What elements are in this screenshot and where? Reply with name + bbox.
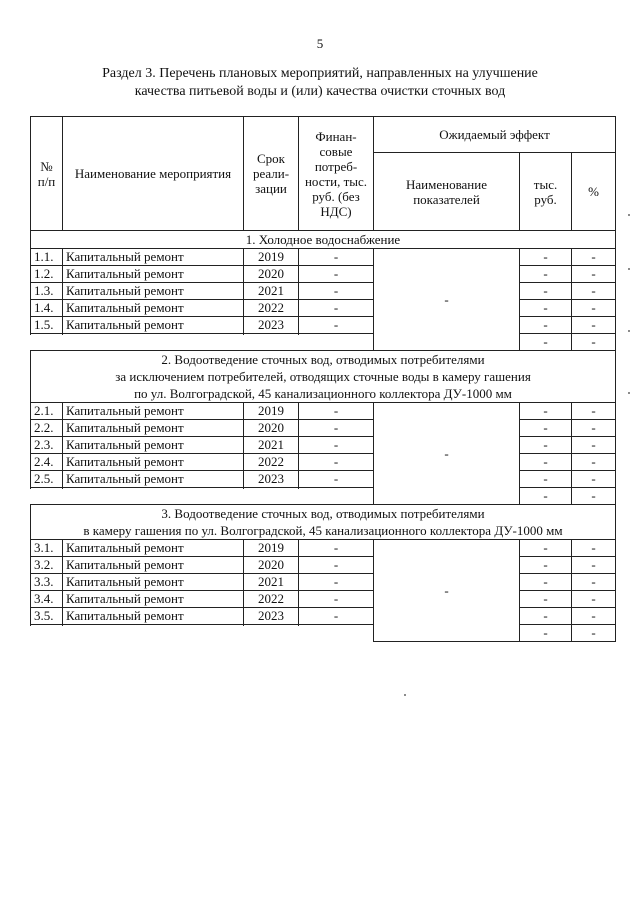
row-number: 3.2. xyxy=(31,557,63,574)
thousand-rub-value: - xyxy=(520,540,572,557)
table-row xyxy=(31,249,616,266)
row-number: 2.2. xyxy=(31,420,63,437)
row-number: 2.5. xyxy=(31,471,63,488)
row-number: 1.2. xyxy=(31,266,63,283)
finance-value: - xyxy=(299,266,374,283)
finance-value: - xyxy=(299,300,374,317)
percent-value: - xyxy=(572,334,616,351)
measure-name: Капитальный ремонт xyxy=(63,557,244,574)
thousand-rub-value: - xyxy=(520,334,572,351)
finance-value: - xyxy=(299,557,374,574)
term-year: 2023 xyxy=(244,317,299,334)
row-number: 1.5. xyxy=(31,317,63,334)
thousand-rub-value: - xyxy=(520,488,572,505)
percent-value: - xyxy=(572,557,616,574)
row-number: 1.3. xyxy=(31,283,63,300)
thousand-rub-value: - xyxy=(520,591,572,608)
header-finance: Финан- совые потреб- ности, тыс. руб. (без НДС) xyxy=(299,117,374,231)
percent-value: - xyxy=(572,266,616,283)
header-name: Наименование мероприятия xyxy=(63,117,244,231)
row-number: 2.3. xyxy=(31,437,63,454)
finance-value: - xyxy=(299,403,374,420)
section-title-line-1: Раздел 3. Перечень плановых мероприятий, направленных на улучшение xyxy=(102,66,538,81)
thousand-rub-value: - xyxy=(520,574,572,591)
finance-value: - xyxy=(299,454,374,471)
thousand-rub-value: - xyxy=(520,420,572,437)
percent-value: - xyxy=(572,608,616,625)
section-heading xyxy=(31,231,616,249)
finance-value: - xyxy=(299,574,374,591)
term-year: 2020 xyxy=(244,420,299,437)
header-effect: Ожидаемый эффект xyxy=(374,117,616,153)
percent-value: - xyxy=(572,488,616,505)
row-number: 3.4. xyxy=(31,591,63,608)
row-number: 1.1. xyxy=(31,249,63,266)
measure-name: Капитальный ремонт xyxy=(63,540,244,557)
thousand-rub-value: - xyxy=(520,608,572,625)
row-number: 1.4. xyxy=(31,300,63,317)
table-body xyxy=(31,231,616,642)
percent-value: - xyxy=(572,625,616,642)
measure-name: Капитальный ремонт xyxy=(63,300,244,317)
measures-table-wrapper xyxy=(30,116,615,642)
percent-value: - xyxy=(572,249,616,266)
term-year: 2019 xyxy=(244,540,299,557)
finance-value: - xyxy=(299,591,374,608)
percent-value: - xyxy=(572,317,616,334)
measure-name: Капитальный ремонт xyxy=(63,403,244,420)
percent-value: - xyxy=(572,283,616,300)
measures-table xyxy=(30,116,616,642)
percent-value: - xyxy=(572,574,616,591)
section-heading-line: за исключением потребителей, отводящих сточные воды в камеру гашения xyxy=(115,369,531,384)
thousand-rub-value: - xyxy=(520,557,572,574)
measure-name: Капитальный ремонт xyxy=(63,437,244,454)
finance-value: - xyxy=(299,471,374,488)
measure-name: Капитальный ремонт xyxy=(63,317,244,334)
header-num: № п/п xyxy=(31,117,63,231)
indicator-value: - xyxy=(374,249,520,351)
thousand-rub-value: - xyxy=(520,625,572,642)
thousand-rub-value: - xyxy=(520,317,572,334)
term-year: 2021 xyxy=(244,574,299,591)
measure-name: Капитальный ремонт xyxy=(63,420,244,437)
percent-value: - xyxy=(572,471,616,488)
percent-value: - xyxy=(572,591,616,608)
percent-value: - xyxy=(572,437,616,454)
term-year: 2022 xyxy=(244,300,299,317)
thousand-rub-value: - xyxy=(520,300,572,317)
measure-name: Капитальный ремонт xyxy=(63,574,244,591)
indicator-value: - xyxy=(374,540,520,642)
row-number: 2.4. xyxy=(31,454,63,471)
section-heading xyxy=(31,505,616,540)
percent-value: - xyxy=(572,403,616,420)
header-thousand-rub: тыс. руб. xyxy=(520,153,572,231)
finance-value: - xyxy=(299,317,374,334)
section-heading-line: 2. Водоотведение сточных вод, отводимых потребителями xyxy=(161,352,485,367)
term-year: 2022 xyxy=(244,591,299,608)
thousand-rub-value: - xyxy=(520,471,572,488)
row-number: 2.1. xyxy=(31,403,63,420)
percent-value: - xyxy=(572,540,616,557)
section-heading-line: в камеру гашения по ул. Волгоградской, 45 канализационного коллектора ДУ-1000 мм xyxy=(83,523,563,538)
section-heading-line: 1. Холодное водоснабжение xyxy=(245,232,401,247)
term-year: 2020 xyxy=(244,266,299,283)
measure-name: Капитальный ремонт xyxy=(63,283,244,300)
section-heading-line: 3. Водоотведение сточных вод, отводимых потребителями xyxy=(161,506,485,521)
scan-speck xyxy=(628,330,630,332)
thousand-rub-value: - xyxy=(520,249,572,266)
header-indicator: Наименование показателей xyxy=(374,153,520,231)
term-year: 2021 xyxy=(244,283,299,300)
measure-name: Капитальный ремонт xyxy=(63,471,244,488)
scan-speck xyxy=(628,392,630,394)
thousand-rub-value: - xyxy=(520,403,572,420)
finance-value: - xyxy=(299,283,374,300)
scan-speck xyxy=(628,268,630,270)
page-number: 5 xyxy=(316,36,324,51)
thousand-rub-value: - xyxy=(520,283,572,300)
thousand-rub-value: - xyxy=(520,454,572,471)
scan-speck xyxy=(404,694,406,696)
thousand-rub-value: - xyxy=(520,437,572,454)
measure-name: Капитальный ремонт xyxy=(63,249,244,266)
finance-value: - xyxy=(299,608,374,625)
finance-value: - xyxy=(299,437,374,454)
term-year: 2020 xyxy=(244,557,299,574)
row-number: 3.1. xyxy=(31,540,63,557)
finance-value: - xyxy=(299,540,374,557)
thousand-rub-value: - xyxy=(520,266,572,283)
header-term: Срок реали- зации xyxy=(244,117,299,231)
term-year: 2019 xyxy=(244,403,299,420)
row-number: 3.3. xyxy=(31,574,63,591)
scan-speck xyxy=(628,214,630,216)
term-year: 2019 xyxy=(244,249,299,266)
measure-name: Капитальный ремонт xyxy=(63,266,244,283)
section-heading xyxy=(31,351,616,403)
term-year: 2021 xyxy=(244,437,299,454)
indicator-value: - xyxy=(374,403,520,505)
measure-name: Капитальный ремонт xyxy=(63,608,244,625)
header-percent: % xyxy=(572,153,616,231)
percent-value: - xyxy=(572,300,616,317)
table-row xyxy=(31,403,616,420)
row-number: 3.5. xyxy=(31,608,63,625)
section-title-line-2: качества питьевой воды и (или) качества очистки сточных вод xyxy=(134,84,506,99)
percent-value: - xyxy=(572,420,616,437)
term-year: 2023 xyxy=(244,471,299,488)
table-row xyxy=(31,540,616,557)
section-title xyxy=(40,65,600,101)
measure-name: Капитальный ремонт xyxy=(63,454,244,471)
term-year: 2023 xyxy=(244,608,299,625)
percent-value: - xyxy=(572,454,616,471)
finance-value: - xyxy=(299,420,374,437)
finance-value: - xyxy=(299,249,374,266)
measure-name: Капитальный ремонт xyxy=(63,591,244,608)
term-year: 2022 xyxy=(244,454,299,471)
section-heading-line: по ул. Волгоградской, 45 канализационного коллектора ДУ-1000 мм xyxy=(134,386,512,401)
